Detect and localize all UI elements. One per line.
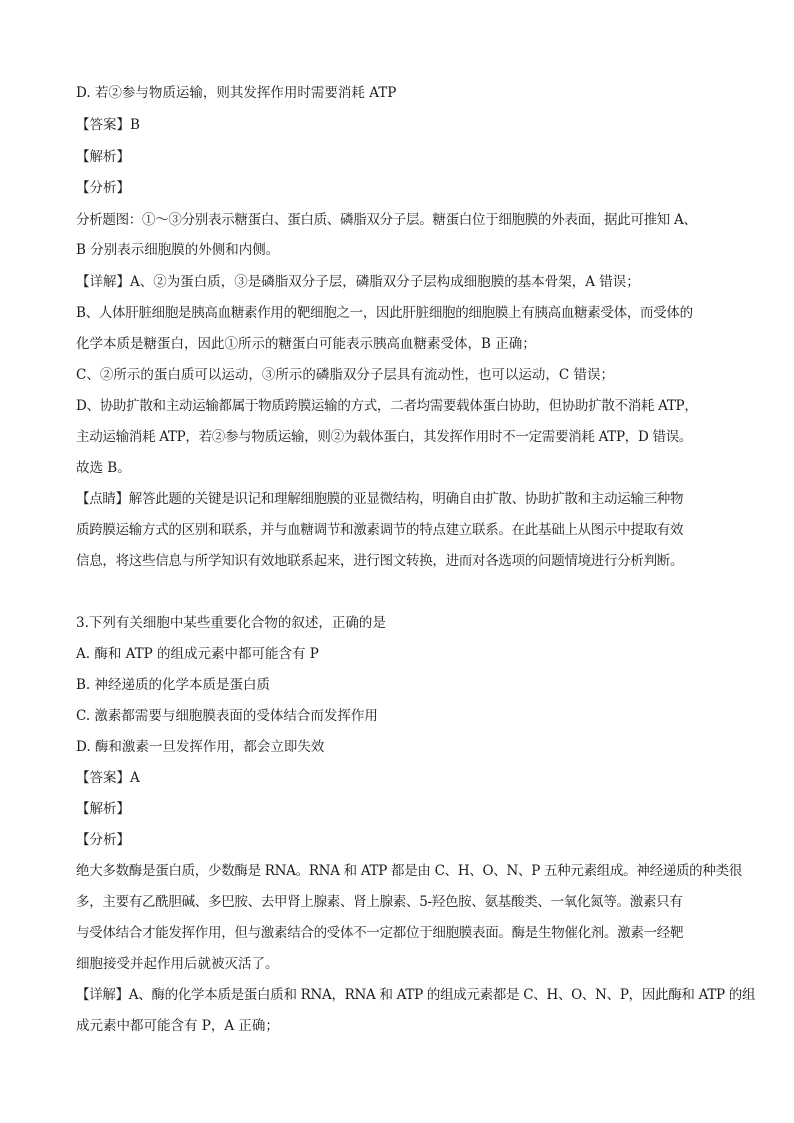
- dianjing-q2-line2: 质跨膜运输方式的区别和联系，并与血糖调节和激素调节的特点建立联系。在此基础上从图示中提取有效: [76, 522, 684, 538]
- fenxi-text-q3-line2: 多，主要有乙酰胆碱、多巴胺、去甲肾上腺素、肾上腺素、5-羟色胺、氨基酸类、一氧化氮等。激素只有: [76, 894, 683, 910]
- dianjing-q2-line1: 【点睛】解答此题的关键是识记和理解细胞膜的亚显微结构，明确自由扩散、协助扩散和主动运输三种物: [76, 491, 684, 507]
- question-3-stem: 3.下列有关细胞中某些重要化合物的叙述，正确的是: [76, 615, 386, 631]
- detail-c-q2: C、②所示的蛋白质可以运动，③所示的磷脂双分子层具有流动性，也可以运动，C 错误；: [76, 367, 614, 383]
- fenxi-label-q2: 【分析】: [76, 180, 130, 196]
- fenxi-text-q3-line4: 细胞接受并起作用后就被灭活了。: [76, 956, 279, 972]
- answer-label-q2: 【答案】B: [76, 117, 140, 133]
- option-b-q3: B. 神经递质的化学本质是蛋白质: [76, 677, 271, 693]
- detail-b-q2-line1: B、人体肝脏细胞是胰高血糖素作用的靶细胞之一，因此肝脏细胞的细胞膜上有胰高血糖素受体，而受体的: [76, 305, 693, 321]
- option-a-q3: A. 酶和 ATP 的组成元素中都可能含有 P: [76, 646, 319, 662]
- answer-label-q3: 【答案】A: [76, 770, 140, 786]
- option-d-q2: D. 若②参与物质运输，则其发挥作用时需要消耗 ATP: [76, 85, 397, 101]
- choose-b-q2: 故选 B。: [76, 460, 131, 476]
- analysis-label-q2: 【解析】: [76, 149, 130, 165]
- fenxi-label-q3: 【分析】: [76, 832, 130, 848]
- detail-b-q2-line2: 化学本质是糖蛋白，因此①所示的糖蛋白可能表示胰高血糖素受体，B 正确；: [76, 336, 536, 352]
- analysis-label-q3: 【解析】: [76, 801, 130, 817]
- detail-a-q3-line1: 【详解】A、酶的化学本质是蛋白质和 RNA，RNA 和 ATP 的组成元素都是 C、H、O、N、P，因此酶和 ATP 的组: [76, 987, 756, 1003]
- detail-d-q2-line2: 主动运输消耗 ATP，若②参与物质运输，则②为载体蛋白，其发挥作用时不一定需要消耗 ATP，D 错误。: [76, 429, 693, 445]
- detail-a-q2: 【详解】A、②为蛋白质，③是磷脂双分子层，磷脂双分子层构成细胞膜的基本骨架，A 错误；: [76, 274, 640, 290]
- detail-d-q2-line1: D、协助扩散和主动运输都属于物质跨膜运输的方式，二者均需要载体蛋白协助，但协助扩散不消耗 ATP，: [76, 398, 698, 414]
- fenxi-text-q3-line1: 绝大多数酶是蛋白质，少数酶是 RNA。RNA 和 ATP 都是由 C、H、O、N、P 五种元素组成。神经递质的种类很: [76, 863, 742, 879]
- detail-a-q3-line2: 成元素中都可能含有 P，A 正确；: [76, 1018, 279, 1034]
- fenxi-text-q2-line2: B 分别表示细胞膜的外侧和内侧。: [76, 242, 280, 258]
- fenxi-text-q3-line3: 与受体结合才能发挥作用，但与激素结合的受体不一定都位于细胞膜表面。酶是生物催化剂。激素一经靶: [76, 925, 684, 941]
- option-d-q3: D. 酶和激素一旦发挥作用，都会立即失效: [76, 739, 325, 755]
- option-c-q3: C. 激素都需要与细胞膜表面的受体结合而发挥作用: [76, 708, 378, 724]
- dianjing-q2-line3: 信息，将这些信息与所学知识有效地联系起来，进行图文转换，进而对各选项的问题情境进行分析判断。: [76, 553, 684, 569]
- fenxi-text-q2-line1: 分析题图：①～③分别表示糖蛋白、蛋白质、磷脂双分子层。糖蛋白位于细胞膜的外表面，据此可推知 A、: [76, 212, 697, 228]
